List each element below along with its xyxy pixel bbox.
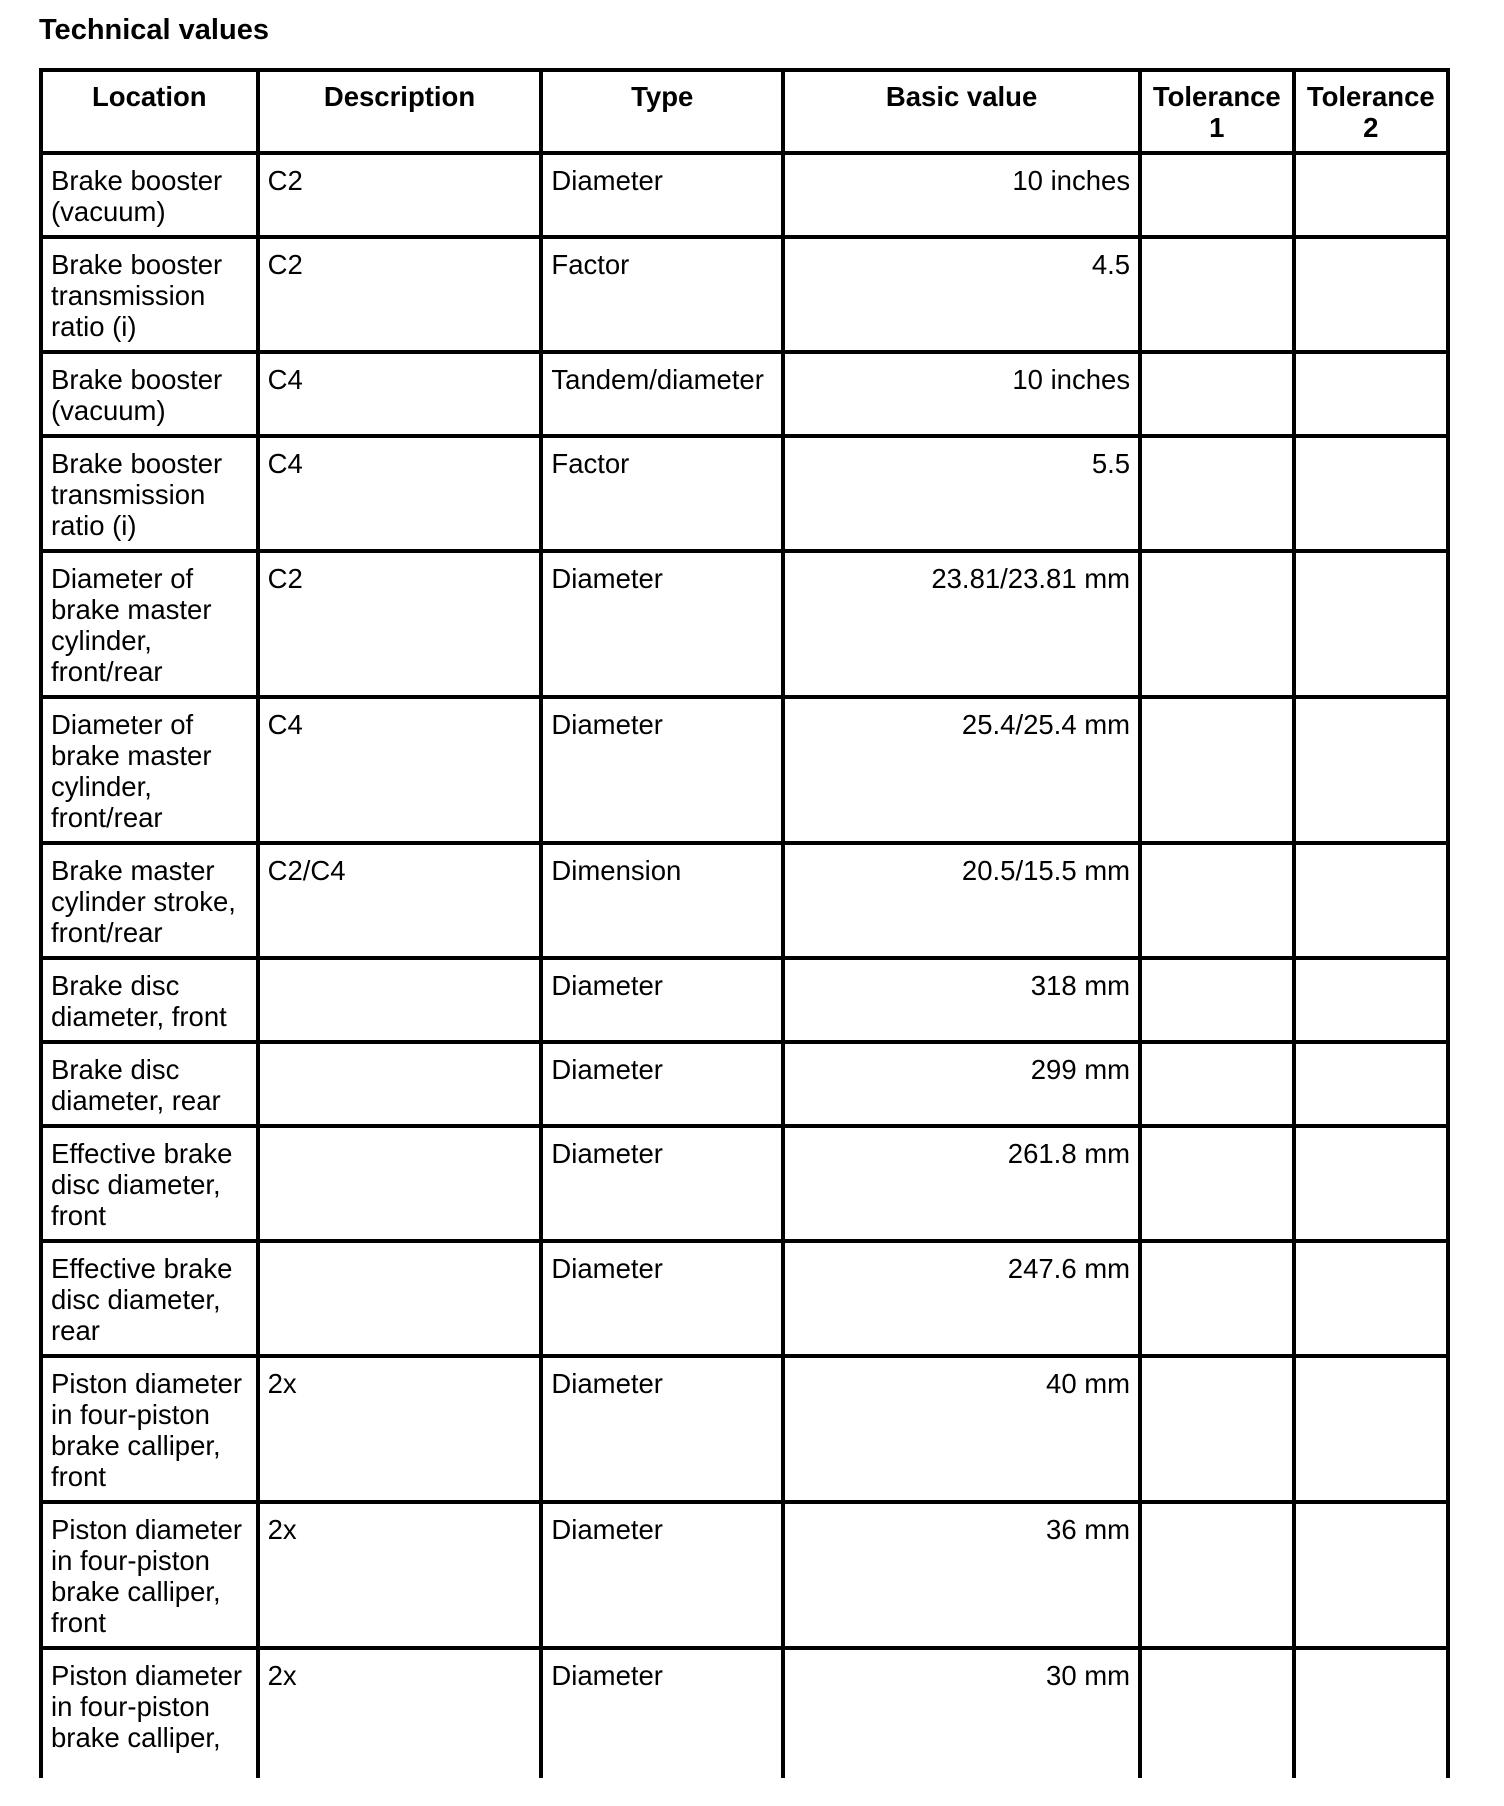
cell-type: Factor: [541, 237, 783, 352]
column-header-type: Type: [541, 70, 783, 153]
table-header-row: [41, 70, 1448, 153]
cell-description: 2x: [258, 1648, 542, 1778]
cell-location: Brake booster (vacuum): [41, 352, 258, 436]
table-row: [41, 153, 1448, 237]
cell-type: Diameter: [541, 551, 783, 697]
cell-location: Brake booster transmission ratio (i): [41, 237, 258, 352]
table-row: [41, 436, 1448, 551]
cell-basic-value: 318 mm: [783, 958, 1140, 1042]
cell-basic-value: 20.5/15.5 mm: [783, 843, 1140, 958]
cell-location: Effective brake disc diameter, front: [41, 1126, 258, 1241]
cell-type: Diameter: [541, 697, 783, 843]
cell-description: 2x: [258, 1502, 542, 1648]
cell-tolerance-2: [1294, 1126, 1449, 1241]
cell-description: C4: [258, 436, 542, 551]
cell-type: Factor: [541, 436, 783, 551]
cell-description: C2: [258, 237, 542, 352]
cell-type: Diameter: [541, 153, 783, 237]
cell-description: 2x: [258, 1356, 542, 1502]
cell-tolerance-1: [1140, 1502, 1293, 1648]
cell-tolerance-2: [1294, 1042, 1449, 1126]
table-row: [41, 697, 1448, 843]
cell-description: [258, 1241, 542, 1356]
cell-tolerance-2: [1294, 551, 1449, 697]
cell-basic-value: 4.5: [783, 237, 1140, 352]
cell-tolerance-1: [1140, 352, 1293, 436]
cell-basic-value: 5.5: [783, 436, 1140, 551]
cell-tolerance-2: [1294, 843, 1449, 958]
column-header-description: Description: [258, 70, 542, 153]
cell-location: Brake booster transmission ratio (i): [41, 436, 258, 551]
cell-tolerance-2: [1294, 1502, 1449, 1648]
cell-location: Diameter of brake master cylinder, front/rear: [41, 551, 258, 697]
cell-basic-value: 247.6 mm: [783, 1241, 1140, 1356]
cell-location: Brake disc diameter, rear: [41, 1042, 258, 1126]
cell-tolerance-1: [1140, 1241, 1293, 1356]
cell-description: C2/C4: [258, 843, 542, 958]
cell-description: C2: [258, 153, 542, 237]
cell-tolerance-1: [1140, 436, 1293, 551]
column-header-tolerance-2: Tolerance 2: [1294, 70, 1449, 153]
cell-tolerance-2: [1294, 153, 1449, 237]
cell-description: [258, 1042, 542, 1126]
technical-values-table: [39, 68, 1450, 1778]
cell-tolerance-2: [1294, 436, 1449, 551]
table-row: [41, 352, 1448, 436]
table-row: [41, 1241, 1448, 1356]
table-row: [41, 1502, 1448, 1648]
cell-location: Brake booster (vacuum): [41, 153, 258, 237]
cell-type: Dimension: [541, 843, 783, 958]
column-header-location: Location: [41, 70, 258, 153]
cell-type: Diameter: [541, 958, 783, 1042]
cell-basic-value: 299 mm: [783, 1042, 1140, 1126]
table-row: [41, 1042, 1448, 1126]
cell-tolerance-2: [1294, 1241, 1449, 1356]
cell-tolerance-2: [1294, 1356, 1449, 1502]
cell-location: Piston diameter in four-piston brake calliper, front: [41, 1502, 258, 1648]
cell-tolerance-2: [1294, 352, 1449, 436]
table-row: [41, 843, 1448, 958]
cell-tolerance-1: [1140, 237, 1293, 352]
table-row: [41, 1648, 1448, 1778]
cell-type: Diameter: [541, 1126, 783, 1241]
cell-tolerance-2: [1294, 697, 1449, 843]
cell-tolerance-1: [1140, 958, 1293, 1042]
table-row: [41, 551, 1448, 697]
cell-tolerance-1: [1140, 1126, 1293, 1241]
cell-basic-value: 25.4/25.4 mm: [783, 697, 1140, 843]
cell-basic-value: 23.81/23.81 mm: [783, 551, 1140, 697]
cell-basic-value: 40 mm: [783, 1356, 1140, 1502]
cell-description: C4: [258, 352, 542, 436]
cell-tolerance-2: [1294, 958, 1449, 1042]
table-row: [41, 958, 1448, 1042]
cell-tolerance-2: [1294, 1648, 1449, 1778]
cell-tolerance-1: [1140, 697, 1293, 843]
cell-description: [258, 958, 542, 1042]
column-header-tolerance-1: Tolerance 1: [1140, 70, 1293, 153]
cell-tolerance-1: [1140, 1042, 1293, 1126]
cell-description: C4: [258, 697, 542, 843]
cell-type: Diameter: [541, 1042, 783, 1126]
cell-basic-value: 10 inches: [783, 352, 1140, 436]
cell-tolerance-2: [1294, 237, 1449, 352]
cell-description: [258, 1126, 542, 1241]
table-row: [41, 237, 1448, 352]
cell-basic-value: 36 mm: [783, 1502, 1140, 1648]
cell-location: Piston diameter in four-piston brake calliper,: [41, 1648, 258, 1778]
cell-location: Piston diameter in four-piston brake calliper, front: [41, 1356, 258, 1502]
cell-location: Diameter of brake master cylinder, front/rear: [41, 697, 258, 843]
cell-type: Tandem/diameter: [541, 352, 783, 436]
cell-tolerance-1: [1140, 1648, 1293, 1778]
cell-description: C2: [258, 551, 542, 697]
cell-basic-value: 261.8 mm: [783, 1126, 1140, 1241]
page-title: Technical values: [39, 14, 269, 46]
cell-tolerance-1: [1140, 153, 1293, 237]
cell-location: Effective brake disc diameter, rear: [41, 1241, 258, 1356]
cell-basic-value: 10 inches: [783, 153, 1140, 237]
cell-type: Diameter: [541, 1648, 783, 1778]
table-row: [41, 1356, 1448, 1502]
cell-location: Brake disc diameter, front: [41, 958, 258, 1042]
cell-type: Diameter: [541, 1356, 783, 1502]
cell-type: Diameter: [541, 1502, 783, 1648]
cell-location: Brake master cylinder stroke, front/rear: [41, 843, 258, 958]
cell-tolerance-1: [1140, 843, 1293, 958]
cell-tolerance-1: [1140, 551, 1293, 697]
table-row: [41, 1126, 1448, 1241]
cell-type: Diameter: [541, 1241, 783, 1356]
column-header-basic-value: Basic value: [783, 70, 1140, 153]
cell-basic-value: 30 mm: [783, 1648, 1140, 1778]
cell-tolerance-1: [1140, 1356, 1293, 1502]
